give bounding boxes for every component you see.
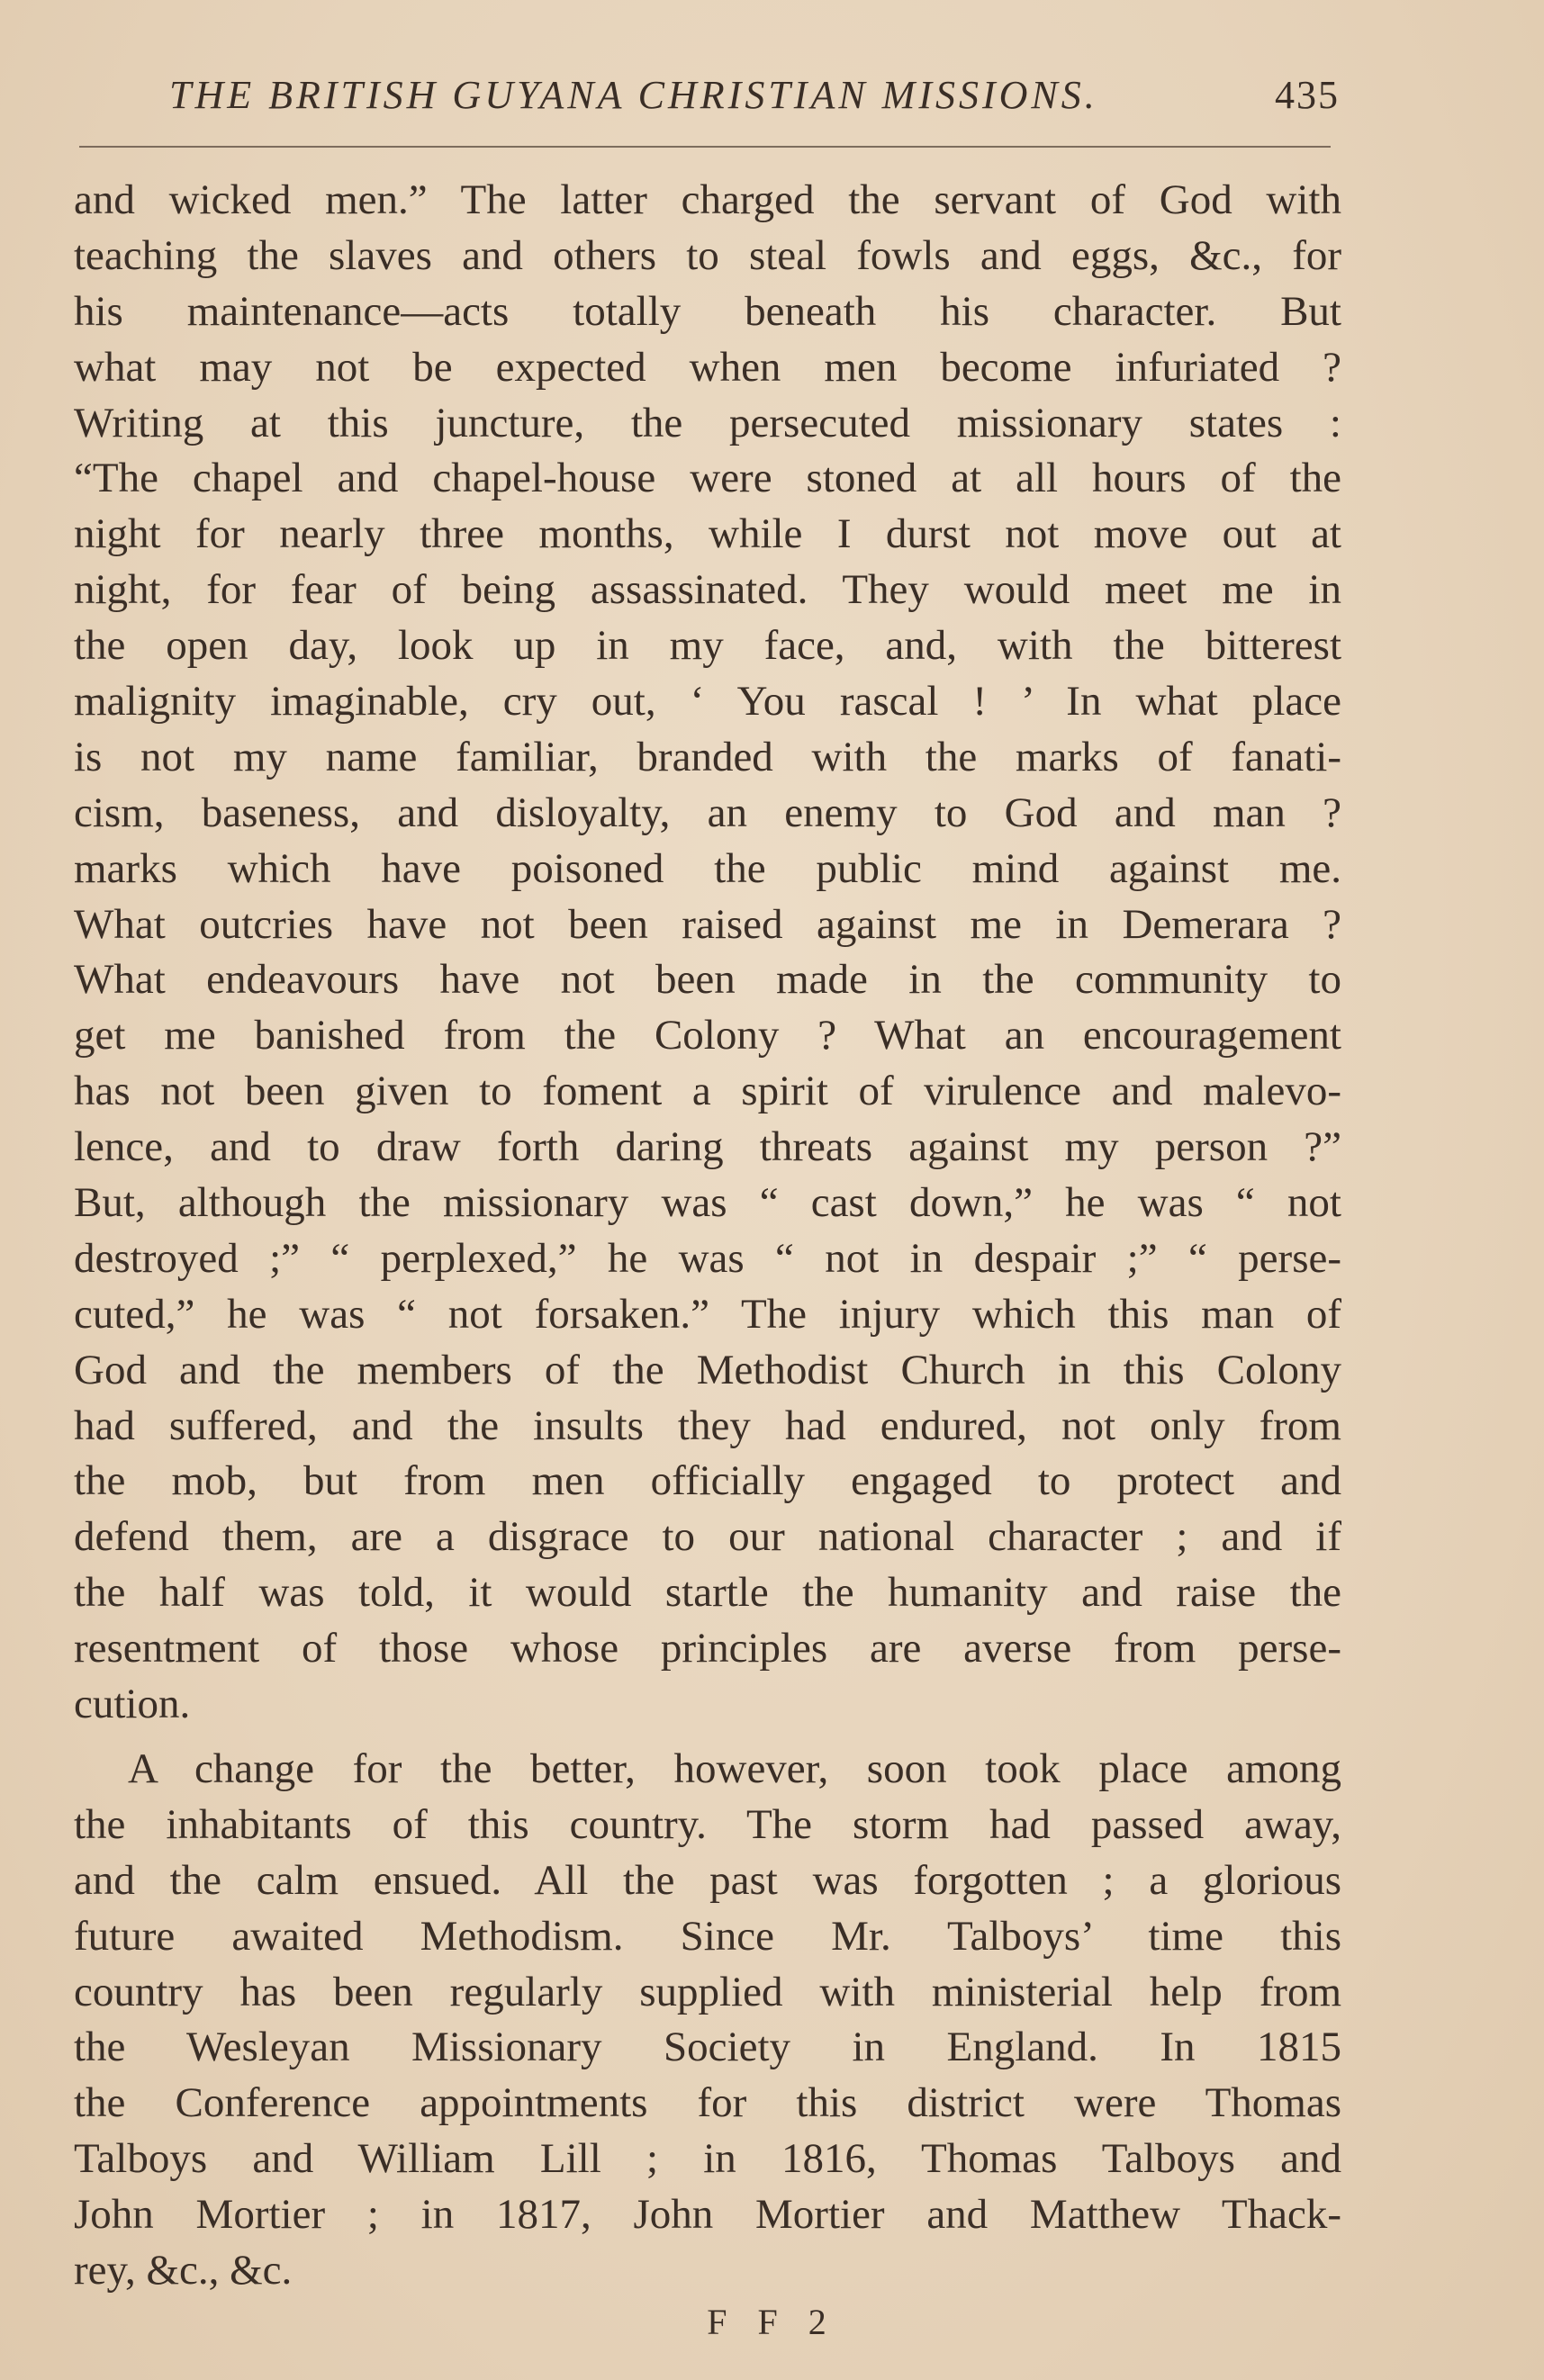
text-line: cuted,” he was “ not forsaken.” The injury which this man of <box>74 1290 1341 1338</box>
text-line: But, although the missionary was “ cast down,” he was “ not <box>74 1179 1341 1227</box>
text-line: cism, baseness, and disloyalty, an enemy to God and man ? <box>74 789 1341 836</box>
running-title: THE BRITISH GUYANA CHRISTIAN MISSIONS. <box>169 73 1098 117</box>
text-line: teaching the slaves and others to steal fowls and eggs, &c., for <box>74 231 1341 279</box>
text-line: “The chapel and chapel-house were stoned at all hours of the <box>74 455 1341 502</box>
text-line: What outcries have not been raised against me in Demerara ? <box>74 900 1341 948</box>
text-line: destroyed ;” “ perplexed,” he was “ not in despair ;” “ perse- <box>74 1234 1341 1282</box>
text-line: Writing at this juncture, the persecuted missionary states : <box>74 399 1341 446</box>
text-line: cution. <box>74 1681 191 1728</box>
text-line: get me banished from the Colony ? What an encouragement <box>74 1012 1341 1059</box>
running-header <box>79 72 1340 126</box>
text-line: A change for the better, however, soon took place among <box>128 1744 1341 1792</box>
text-line: malignity imaginable, cry out, ‘ You rascal ! ’ In what place <box>74 678 1341 726</box>
text-line: resentment of those whose principles are averse from perse- <box>74 1625 1341 1672</box>
text-line: country has been regularly supplied with ministerial help from <box>74 1968 1341 2015</box>
text-line: what may not be expected when men become infuriated ? <box>74 343 1341 391</box>
text-line: is not my name familiar, branded with the marks of fanati- <box>74 733 1341 780</box>
text-line: rey, &c., &c. <box>74 2246 293 2294</box>
text-line: marks which have poisoned the public mind against me. <box>74 844 1341 892</box>
text-line: had suffered, and the insults they had endured, not only from <box>74 1402 1341 1449</box>
text-line: night for nearly three months, while I durst not move out at <box>74 510 1341 558</box>
text-line: God and the members of the Methodist Church in this Colony <box>74 1346 1341 1393</box>
text-line: defend them, are a disgrace to our national character ; and if <box>74 1513 1341 1561</box>
text-line: lence, and to draw forth daring threats against my person ?” <box>74 1123 1341 1171</box>
paragraph-2 <box>74 1742 1341 2299</box>
text-line: the half was told, it would startle the humanity and raise the <box>74 1569 1341 1617</box>
text-line: the open day, look up in my face, and, with the bitterest <box>74 622 1341 670</box>
text-line: the Wesleyan Missionary Society in England. In 1815 <box>74 2024 1341 2071</box>
text-line: What endeavours have not been made in the community to <box>74 956 1341 1004</box>
text-line: Talboys and William Lill ; in 1816, Thomas Talboys and <box>74 2135 1341 2183</box>
text-line: night, for fear of being assassinated. They would meet me in <box>74 566 1341 614</box>
text-line: the mob, but from men officially engaged to protect and <box>74 1457 1341 1505</box>
text-line: the Conference appointments for this district were Thomas <box>74 2079 1341 2127</box>
text-line: future awaited Methodism. Since Mr. Talboys’ time this <box>74 1912 1341 1960</box>
body-text <box>74 173 1341 2299</box>
paragraph-1 <box>74 173 1341 1733</box>
text-line: his maintenance—acts totally beneath his character. But <box>74 287 1341 335</box>
text-line: the inhabitants of this country. The storm had passed away, <box>74 1800 1341 1848</box>
header-rule <box>79 146 1331 148</box>
printer-signature: F F 2 <box>707 2302 837 2342</box>
text-line: has not been given to foment a spirit of virulence and malevo- <box>74 1068 1341 1115</box>
text-line: and wicked men.” The latter charged the servant of God with <box>74 176 1341 223</box>
page-number: 435 <box>1275 73 1340 117</box>
text-line: John Mortier ; in 1817, John Mortier and Matthew Thack- <box>74 2191 1341 2239</box>
text-line: and the calm ensued. All the past was forgotten ; a glorious <box>74 1856 1341 1904</box>
paragraph-gap <box>74 1733 1341 1742</box>
